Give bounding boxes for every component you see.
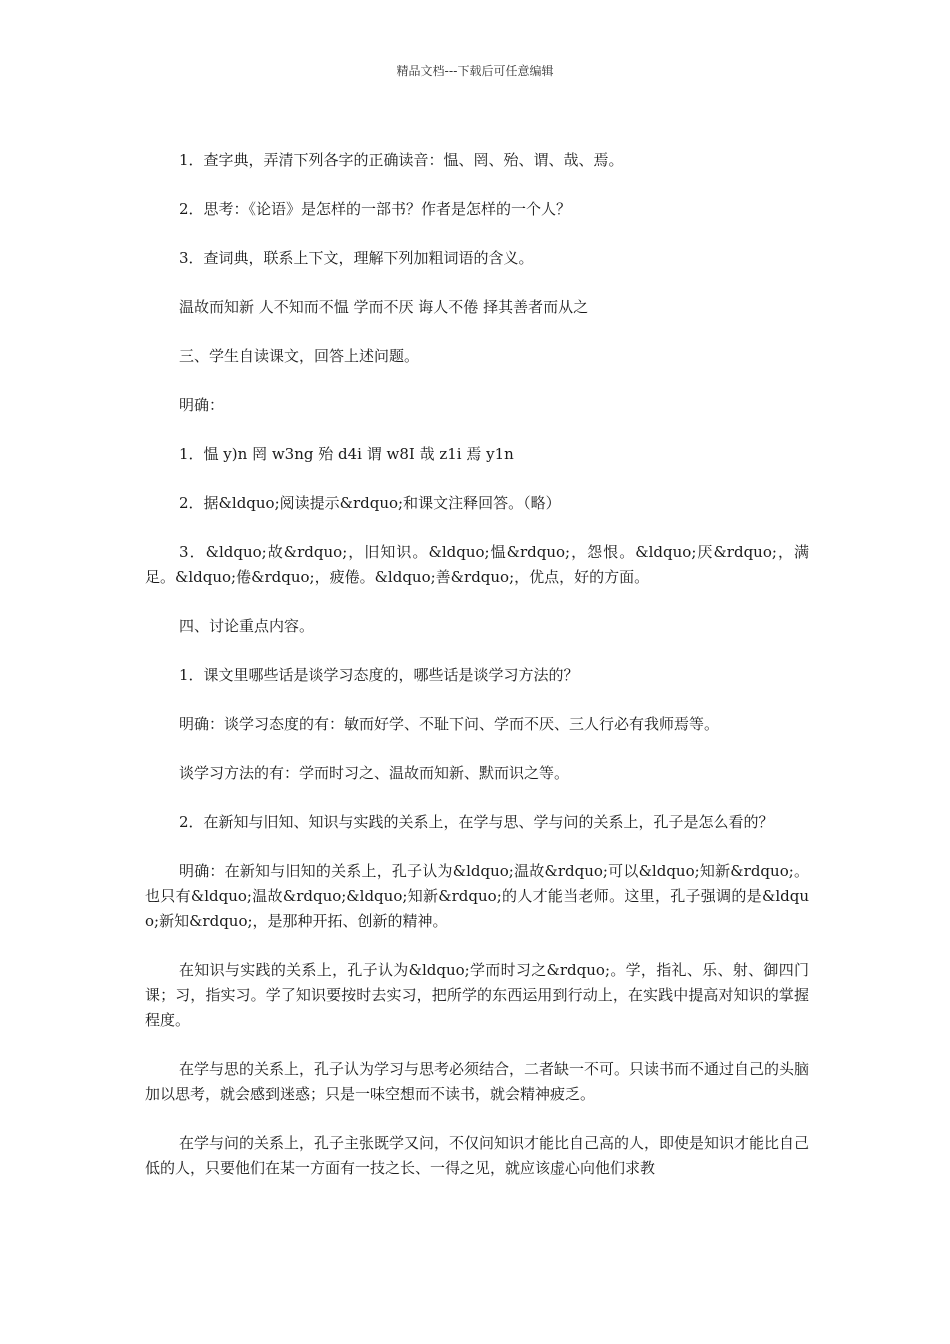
discussion-answer-thinking: 在学与思的关系上，孔子认为学习与思考必须结合，二者缺一不可。只读书而不通过自己的头脑加以思考，就会感到迷惑；只是一味空想而不读书，就会精神疲乏。 (145, 1060, 810, 1103)
answer-1-pronunciation: 1．愠 y)n 罔 w3ng 殆 d4i 谓 w8I 哉 z1i 焉 y1n (179, 445, 514, 463)
section-3-heading: 三、学生自读课文，回答上述问题。 (179, 347, 420, 365)
discussion-answer-attitude: 明确：谈学习态度的有：敏而好学、不耻下问、学而不厌、三人行必有我师焉等。 (179, 715, 720, 733)
discussion-question-2: 2．在新知与旧知、知识与实践的关系上，在学与思、学与问的关系上，孔子是怎么看的？ (179, 813, 774, 831)
document-body (145, 148, 809, 1205)
discussion-question-1: 1．课文里哪些话是谈学习态度的，哪些话是谈学习方法的？ (179, 666, 579, 684)
answer-3-definitions: 3．&ldquo;故&rdquo;，旧知识。&ldquo;愠&rdquo;，怨恨。&ldquo;厌&rdquo;，满足。&ldquo;倦&rdquo;，疲倦。&ldquo;善&rdquo;，优点，好的方面。 (145, 543, 809, 586)
discussion-answer-method: 谈学习方法的有：学而时习之、温故而知新、默而识之等。 (179, 764, 570, 782)
vocabulary-list: 温故而知新 人不知而不愠 学而不厌 诲人不倦 择其善者而从之 (179, 298, 589, 316)
answer-2: 2．据&ldquo;阅读提示&rdquo;和课文注释回答。（略） (179, 494, 561, 512)
discussion-answer-asking: 在学与问的关系上，孔子主张既学又问，不仅问知识才能比自己高的人，即使是知识才能比自己低的人，只要他们在某一方面有一技之长、一得之见，就应该虚心向他们求教 (145, 1134, 810, 1177)
section-4-heading: 四、讨论重点内容。 (179, 617, 315, 635)
page-header: 精品文档---下载后可任意编辑 (396, 64, 554, 78)
answer-label: 明确： (179, 396, 225, 414)
discussion-answer-new-old: 明确：在新知与旧知的关系上，孔子认为&ldquo;温故&rdquo;可以&ldquo;知新&rdquo;。也只有&ldquo;温故&rdquo;&ldquo;知新&rdquo;的人才能当老师。这里，孔子强调的是&ldquo;新知&rdquo;，是那种开拓、创新的精神。 (145, 862, 809, 930)
task-1-paragraph: 1．查字典，弄清下列各字的正确读音：愠、罔、殆、谓、哉、焉。 (179, 151, 624, 169)
task-2-paragraph: 2．思考：《论语》是怎样的一部书？作者是怎样的一个人？ (179, 200, 572, 218)
task-3-paragraph: 3．查词典，联系上下文，理解下列加粗词语的含义。 (179, 249, 534, 267)
discussion-answer-practice: 在知识与实践的关系上，孔子认为&ldquo;学而时习之&rdquo;。学，指礼、乐、射、御四门课；习，指实习。学了知识要按时去实习，把所学的东西运用到行动上，在实践中提高对知识的掌握程度。 (145, 961, 809, 1029)
